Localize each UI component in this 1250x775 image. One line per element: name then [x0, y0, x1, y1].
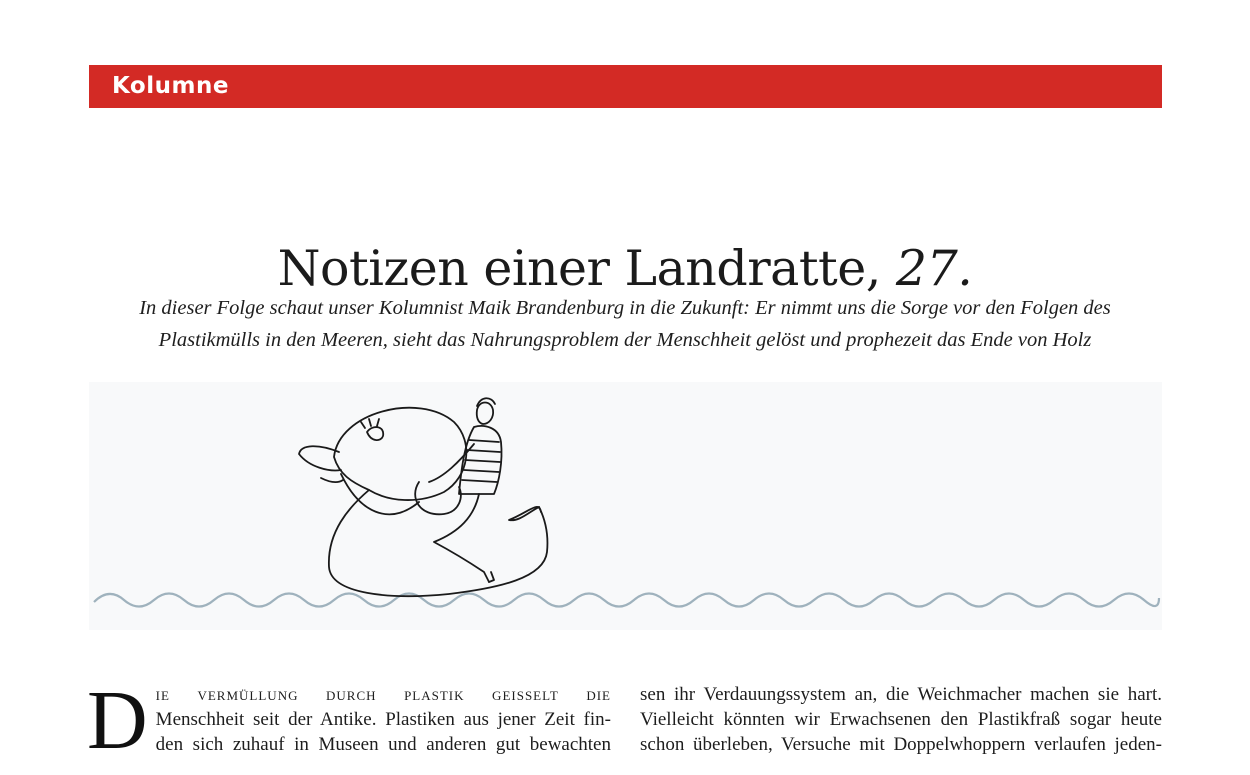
duck-tail: [509, 507, 541, 520]
duck-head: [334, 408, 466, 500]
body-line: Menschheit seit der Antike. Plastiken aus jener Zeit fin-: [155, 709, 611, 730]
deck-line: Plastikmülls in den Meeren, sieht das Nahrungsproblem der Menschheit gelöst und prophezeit das Ende von Holz: [158, 329, 1092, 351]
illustration: [89, 382, 1162, 630]
reins: [341, 474, 419, 514]
body-column-left: [87, 674, 611, 767]
wave-line: [94, 594, 1159, 607]
body-line: schon überleben, Versuche mit Doppelwhoppern verlaufen jeden-: [640, 734, 1162, 755]
section-label: Kolumne: [112, 73, 229, 99]
article-deck: [95, 292, 1155, 356]
duck-eye: [367, 427, 383, 440]
article-title: [0, 239, 1250, 299]
deck-line: In dieser Folge schaut unser Kolumnist Maik Brandenburg in die Zukunft: Er nimmt uns die Sorge vor den Folgen des: [139, 297, 1111, 319]
rider-head: [477, 403, 493, 425]
duck-rider-illustration: [89, 382, 1162, 630]
body-column-right: [640, 682, 1162, 757]
issue-number: 27.: [895, 239, 973, 297]
body-line: ie vermüllung durch plastik geisselt die: [155, 684, 611, 705]
title-text: Notizen einer Landratte,: [277, 239, 881, 297]
drop-cap: D: [87, 674, 148, 767]
body-line: Vielleicht könnten wir Erwachsenen den Plastikfraß sogar heute: [640, 709, 1162, 730]
duck-body: [329, 490, 548, 596]
rider-leg: [434, 494, 489, 582]
body-line: den sich zuhauf in Museen und anderen gut bewachten: [155, 734, 611, 755]
section-bar: [89, 65, 1162, 108]
body-line: sen ihr Verdauungssystem an, die Weichmacher machen sie hart.: [640, 684, 1162, 705]
